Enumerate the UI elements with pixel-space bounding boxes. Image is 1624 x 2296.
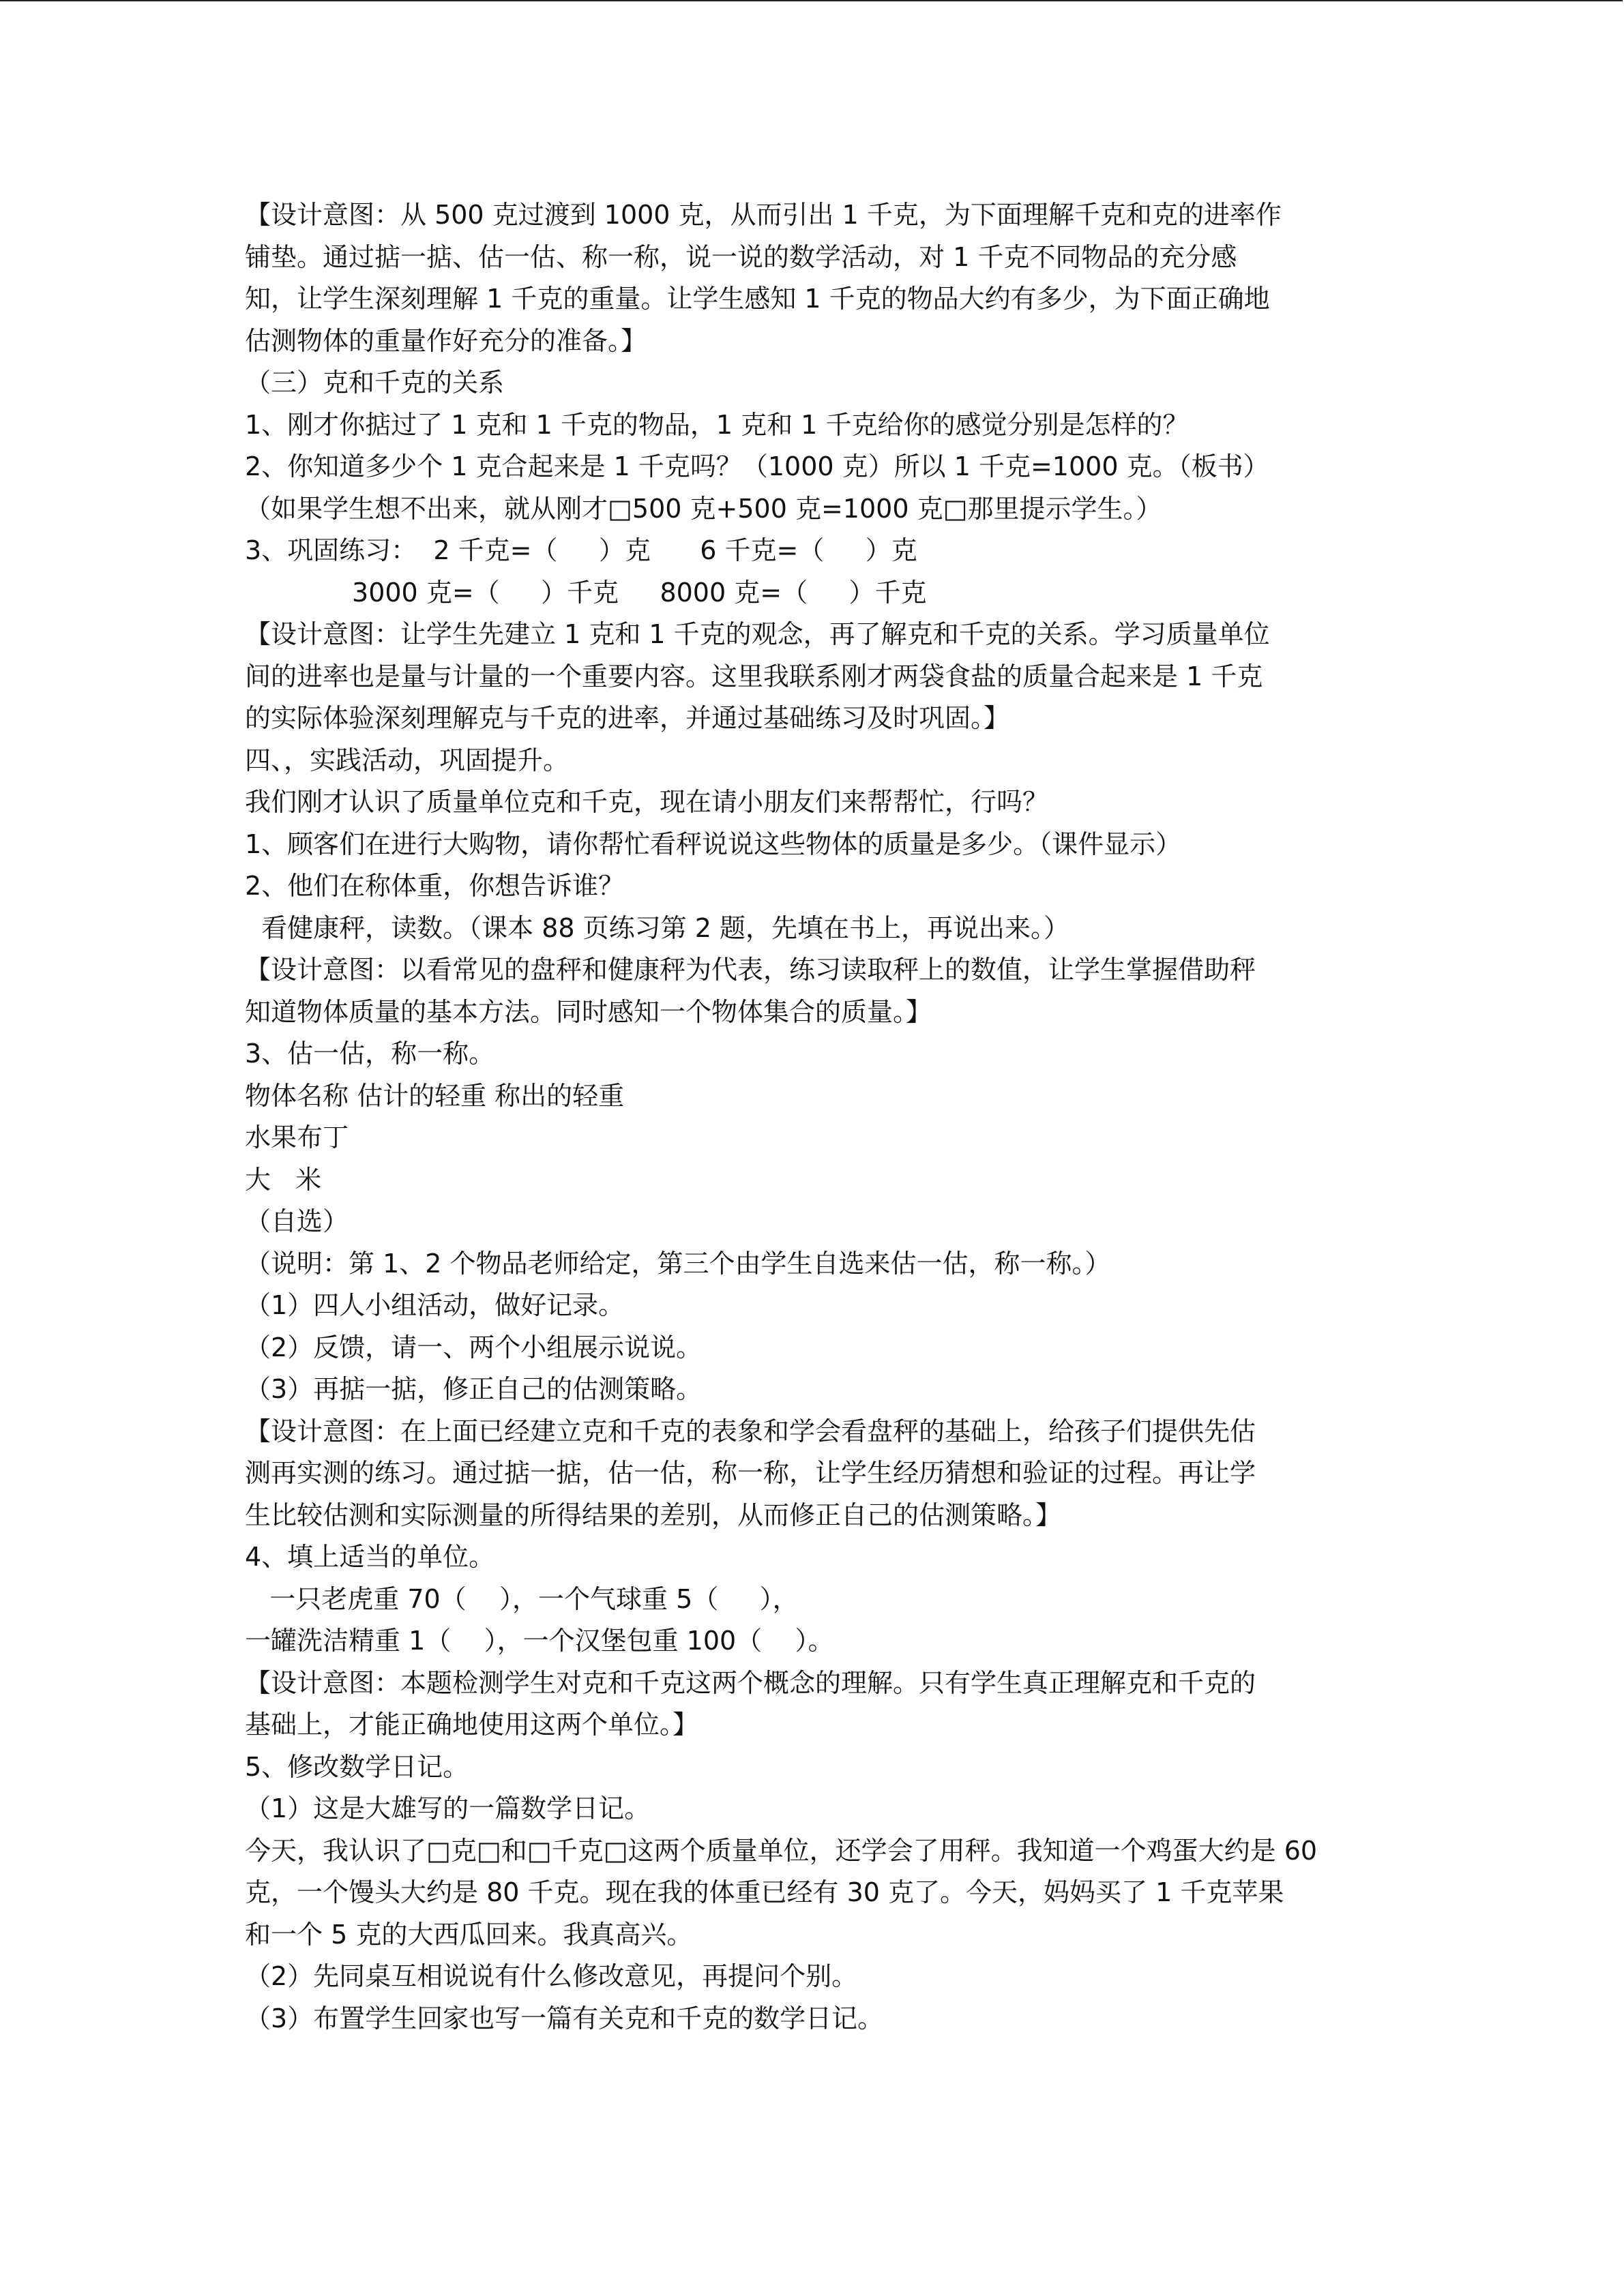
table-row: 大 米 [245,1164,322,1195]
diary-line: 克，一个馒头大约是 80 千克。现在我的体重已经有 30 克了。今天，妈妈买了 1 千克苹果 [245,1877,1284,1907]
exercise-line: 3000 克=（ ）千克 8000 克=（ ）千克 [245,577,927,608]
text-line: 3、估一估，称一称。 [245,1039,495,1069]
text-line: 的实际体验深刻理解克与千克的进率，并通过基础练习及时巩固。】 [245,703,1010,733]
exercise-line: 一只老虎重 70（ ），一个气球重 5（ ）， [245,1583,799,1614]
exercise-line: 3、巩固练习： 2 千克=（ ）克 6 千克=（ ）克 [245,535,917,565]
text-line: 铺垫。通过掂一掂、估一估、称一称，说一说的数学活动，对 1 千克不同物品的充分感 [245,241,1237,272]
text-line: 【设计意图：在上面已经建立克和千克的表象和学会看盘秤的基础上，给孩子们提供先估 [245,1416,1256,1446]
document-body [245,194,1377,2040]
text-line: （说明：第 1、2 个物品老师给定，第三个由学生自选来估一估，称一称。） [245,1248,1111,1279]
section-heading: 四、，实践活动，巩固提升。 [245,745,570,775]
text-line: 【设计意图：让学生先建立 1 克和 1 千克的观念，再了解克和千克的关系。学习质量单位 [245,619,1270,649]
page-top-border [0,0,1623,2]
text-line: （2）反馈，请一、两个小组展示说说。 [245,1332,703,1362]
text-line: 2、他们在称体重，你想告诉谁？ [245,871,625,901]
text-line: 【设计意图：本题检测学生对克和千克这两个概念的理解。只有学生真正理解克和千克的 [245,1667,1256,1698]
section-heading: （三）克和千克的关系 [245,368,505,398]
text-line: 【设计意图：以看常见的盘秤和健康秤为代表，练习读取秤上的数值，让学生掌握借助秤 [245,955,1256,985]
text-line: 估测物体的重量作好充分的准备。】 [245,325,647,356]
text-line: 间的进率也是量与计量的一个重要内容。这里我联系刚才两袋食盐的质量合起来是 1 千克 [245,661,1263,691]
text-line: 测再实测的练习。通过掂一掂，估一估，称一称，让学生经历猜想和验证的过程。再让学 [245,1458,1256,1488]
text-line: （3）再掂一掂，修正自己的估测策略。 [245,1374,703,1404]
text-line: （1）这是大雄写的一篇数学日记。 [245,1793,651,1823]
text-line: 【设计意图：从 500 克过渡到 1000 克，从而引出 1 千克，为下面理解千克和克的进率作 [245,200,1282,230]
text-line: 我们刚才认识了质量单位克和千克，现在请小朋友们来帮帮忙，行吗？ [245,787,1049,817]
diary-line: 今天，我认识了□克□和□千克□这两个质量单位，还学会了用秤。我知道一个鸡蛋大约是 60 [245,1835,1318,1866]
text-line: 1、顾客们在进行大购物，请你帮忙看秤说说这些物体的质量是多少。（课件显示） [245,829,1182,859]
text-line: （如果学生想不出来，就从刚才□500 克+500 克=1000 克□那里提示学生。） [245,493,1162,524]
table-header: 物体名称 估计的轻重 称出的轻重 [245,1080,625,1111]
text-line: （1）四人小组活动，做好记录。 [245,1290,625,1320]
text-line: 5、修改数学日记。 [245,1751,469,1782]
text-line: 基础上，才能正确地使用这两个单位。】 [245,1710,699,1740]
table-row: （自选） [245,1206,349,1236]
text-line: （2）先同桌互相说说有什么修改意见，再提问个别。 [245,1961,858,1991]
text-line: 4、填上适当的单位。 [245,1542,495,1572]
text-line: （3）布置学生回家也写一篇有关克和千克的数学日记。 [245,2003,884,2033]
text-line: 生比较估测和实际测量的所得结果的差别，从而修正自己的估测策略。】 [245,1500,1062,1530]
text-line: 1、刚才你掂过了 1 克和 1 千克的物品，1 克和 1 千克给你的感觉分别是怎样的？ [245,409,1189,440]
text-line: 2、你知道多少个 1 克合起来是 1 千克吗？（1000 克）所以 1 千克=1000 克。（板书） [245,451,1269,481]
text-line: 知道物体质量的基本方法。同时感知一个物体集合的质量。】 [245,996,932,1027]
text-line: 知，让学生深刻理解 1 千克的重量。让学生感知 1 千克的物品大约有多少，为下面正确地 [245,284,1270,314]
diary-line: 和一个 5 克的大西瓜回来。我真高兴。 [245,1919,693,1950]
text-line: 看健康秤，读数。（课本 88 页练习第 2 题，先填在书上，再说出来。） [245,912,1070,943]
exercise-line: 一罐洗洁精重 1（ ），一个汉堡包重 100（ ）。 [245,1626,834,1656]
table-row: 水果布丁 [245,1122,349,1152]
